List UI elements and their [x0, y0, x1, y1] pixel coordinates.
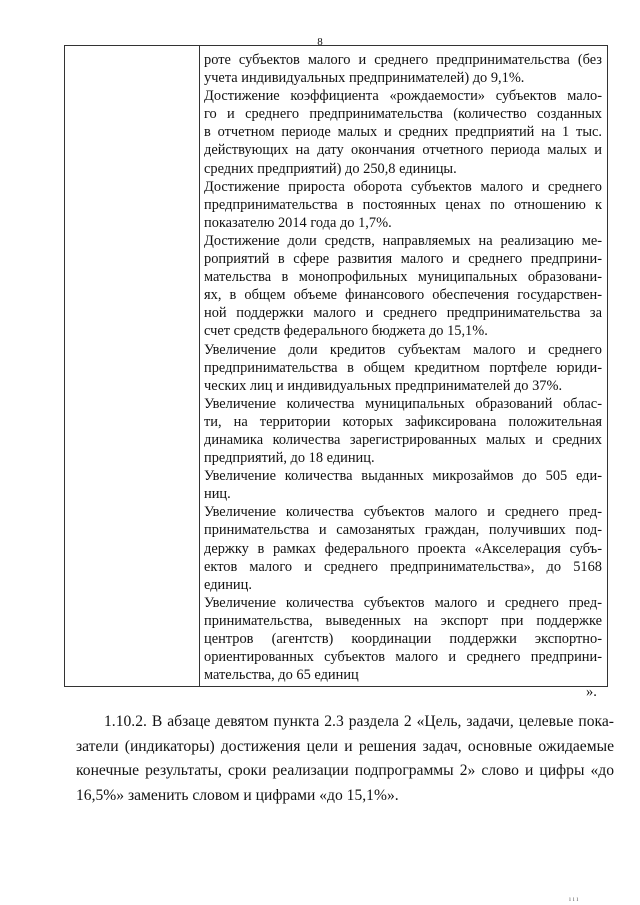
table-text-line: мательства, до 65 единиц	[204, 667, 359, 684]
table-text-line: мательства в монопрофильных муниципальных образовани-	[204, 269, 602, 286]
table-text-line: ях, в общем объеме финансового обеспечения государствен-	[204, 287, 602, 304]
amendment-line: конечные результаты, сроки реализации подпрограммы 2» слово и цифры «до	[76, 762, 614, 779]
amendment-line: 1.10.2. В абзаце девятом пункта 2.3 раздела 2 «Цель, задачи, целевые пока-	[104, 713, 614, 730]
table-text-line: ниц.	[204, 486, 231, 503]
table-text-line: принимательства, выведенных на экспорт при поддержке	[204, 612, 602, 629]
table-text-line: в отчетном периоде малых и средних предприятий на 1 тыс.	[204, 124, 602, 141]
table-text-line: роприятий в сфере развития малого и среднего предприни-	[204, 251, 602, 268]
table-text-line: счет средств федерального бюджета до 15,1%.	[204, 323, 488, 340]
table-text-line: динамика количества зарегистрированных малых и средних	[204, 431, 602, 448]
table-text-line: го и среднего предпринимательства (количество созданных	[204, 106, 602, 123]
table-text-line: Увеличение количества муниципальных образований облас-	[204, 395, 602, 412]
closing-quote: ».	[586, 684, 597, 700]
table-text-line: ти, на территории которых зафиксирована положительная	[204, 413, 602, 430]
table-text-line: единиц.	[204, 576, 252, 593]
amendment-paragraph	[76, 710, 614, 808]
table-text-line: Увеличение количества субъектов малого и среднего пред-	[204, 504, 602, 521]
table-text-line: Увеличение количества субъектов малого и среднего пред-	[204, 594, 602, 611]
table-text-line: учета индивидуальных предпринимателей) до 9,1%.	[204, 70, 525, 87]
table-text-line: центров (агентств) координации поддержки экспортно-	[204, 631, 602, 647]
table-text-line: ектов малого и среднего предпринимательства», до 5168	[204, 558, 602, 575]
table-text-line: предприятий, до 18 единиц.	[204, 450, 375, 467]
table-text-line: Увеличение доли кредитов субъектам малого и среднего	[204, 341, 602, 358]
indicator-table	[64, 45, 608, 687]
table-text-line: Увеличение количества выданных микрозаймов до 505 еди-	[204, 468, 602, 485]
table-text-line: роте субъектов малого и среднего предпринимательства (без	[204, 52, 602, 68]
table-text-line: предпринимательства в общем кредитном портфеле юриди-	[204, 359, 602, 376]
table-text-line: держку в рамках федерального проекта «Акселерация субъ-	[204, 540, 602, 557]
table-text-line: средних предприятий) до 250,8 единицы.	[204, 160, 457, 177]
table-text-line: показателю 2014 года до 1,7%.	[204, 214, 392, 231]
table-text-line: действующих на дату окончания отчетного периода малых и	[204, 142, 602, 159]
table-column-divider	[199, 46, 200, 686]
table-text-line: Достижение доли средств, направляемых на реализацию ме-	[204, 232, 602, 249]
table-text-line: ческих лиц и индивидуальных предпринимателей до 37%.	[204, 377, 563, 394]
amendment-line: затели (индикаторы) достижения цели и решения задач, основные ожидаемые	[76, 737, 614, 755]
table-text-line: предпринимательства в постоянных ценах по отношению к	[204, 196, 602, 213]
table-text-line: Достижение прироста оборота субъектов малого и среднего	[204, 178, 602, 195]
corner-mark: ı ı ı	[569, 895, 579, 903]
table-right-cell	[204, 51, 602, 684]
table-text-line: Достижение коэффициента «рождаемости» субъектов мало-	[204, 88, 602, 105]
table-text-line: ной поддержки малого и среднего предпринимательства за	[204, 305, 602, 322]
table-text-line: принимательства и самозанятых граждан, получивших под-	[204, 522, 602, 539]
amendment-line: 16,5%» заменить словом и цифрами «до 15,1%».	[76, 786, 399, 804]
table-text-line: ориентированных субъектов малого и среднего предприни-	[204, 649, 602, 666]
page-number: 8	[317, 36, 323, 48]
